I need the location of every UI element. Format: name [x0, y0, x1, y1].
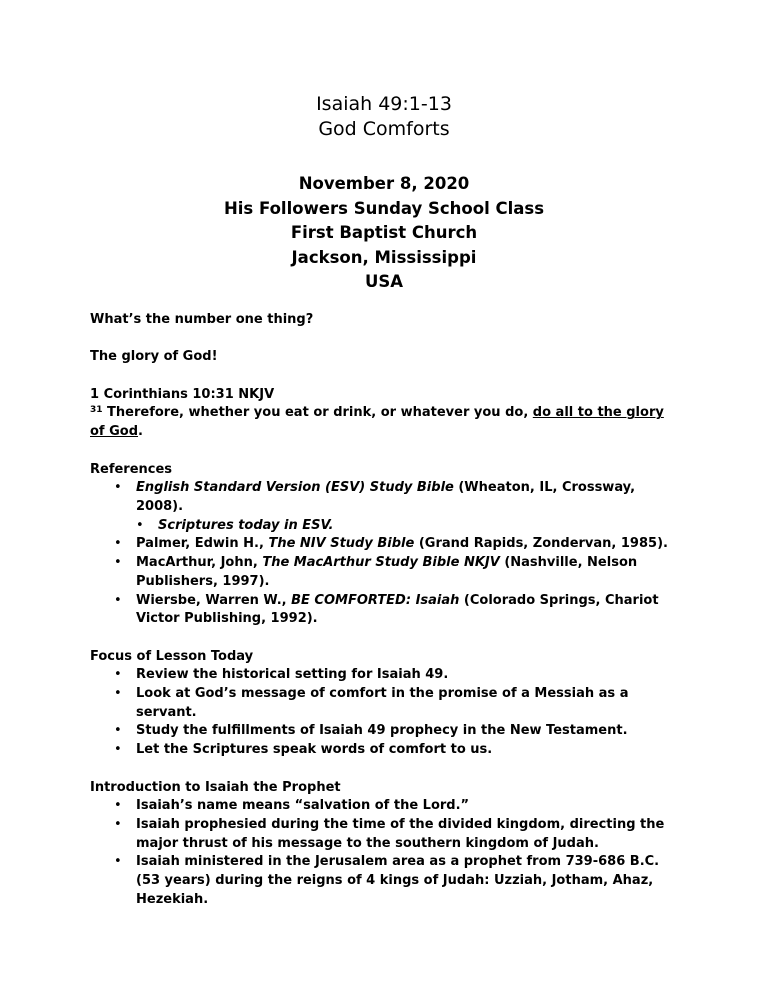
verse-reference: 1 Corinthians 10:31 NKJV: [90, 386, 275, 402]
intro-item: • Isaiah ministered in the Jerusalem area as a prophet from 739-686 B.C. (53 years) during the reigns of 4 kings of Judah: Uzziah, Jotham, Ahaz, Hezekiah.: [90, 853, 680, 909]
lesson-subtitle: God Comforts: [318, 118, 450, 140]
focus-heading: Focus of Lesson Today: [90, 648, 254, 664]
focus-item: • Study the fulfillments of Isaiah 49 prophecy in the New Testament.: [90, 722, 680, 741]
reference-title: The MacArthur Study Bible NKJV: [262, 555, 500, 571]
references-heading: References: [90, 461, 173, 477]
intro-item: • Isaiah’s name means “salvation of the Lord.”: [90, 797, 680, 816]
verse-text-start: Therefore, whether you eat or drink, or whatever you do,: [102, 405, 533, 421]
question-text: What’s the number one thing?: [90, 312, 314, 327]
reference-title: The NIV Study Bible: [268, 536, 415, 552]
church-name: First Baptist Church: [290, 223, 478, 242]
focus-list: [90, 666, 680, 760]
reference-sublist: [136, 517, 680, 536]
reference-item: [90, 535, 680, 554]
reference-publisher: (Nashville, Nelson Publishers, 1997).: [136, 555, 638, 589]
church-city: Jackson, Mississippi: [291, 247, 477, 267]
class-info-block: [0, 172, 768, 295]
focus-item: • Look at God’s message of comfort in the promise of a Messiah as a servant.: [90, 685, 680, 722]
reference-author: MacArthur, John,: [136, 555, 263, 571]
reference-author: Wiersbe, Warren W.,: [136, 592, 292, 608]
reference-subitem: • Scriptures today in ESV.: [136, 517, 680, 536]
reference-author: Palmer, Edwin H.,: [136, 536, 269, 552]
reference-publisher: (Grand Rapids, Zondervan, 1985).: [414, 536, 668, 552]
reference-item: [90, 554, 680, 591]
church-country: USA: [364, 272, 404, 291]
verse-text-end: .: [138, 424, 143, 440]
intro-item: • Isaiah prophesied during the time of the divided kingdom, directing the major thrust of his message to the southern kingdom of Judah.: [90, 816, 680, 853]
title-block: [0, 92, 768, 142]
body-text: [90, 311, 680, 909]
lesson-title: Isaiah 49:1-13: [316, 93, 452, 115]
reference-publisher: (Wheaton, IL, Crossway, 2008).: [136, 480, 636, 514]
answer-text: The glory of God!: [90, 349, 218, 365]
verse-number: 31: [90, 405, 103, 416]
intro-heading: Introduction to Isaiah the Prophet: [90, 779, 341, 795]
reference-item: [90, 479, 680, 535]
focus-item: • Review the historical setting for Isaiah 49.: [90, 666, 680, 685]
intro-list: [90, 797, 680, 909]
reference-item: [90, 592, 680, 629]
verse-text-underlined: do all to the glory of God: [90, 405, 664, 440]
focus-item: • Let the Scriptures speak words of comfort to us.: [90, 741, 680, 760]
references-list: [90, 479, 680, 629]
reference-title: BE COMFORTED: Isaiah: [291, 592, 460, 608]
verse-text: [90, 404, 680, 441]
class-name: His Followers Sunday School Class: [223, 198, 545, 218]
reference-publisher: (Colorado Springs, Chariot Victor Publishing, 1992).: [136, 592, 659, 627]
reference-title: English Standard Version (ESV) Study Bible: [136, 480, 454, 496]
lesson-date: November 8, 2020: [298, 174, 470, 193]
